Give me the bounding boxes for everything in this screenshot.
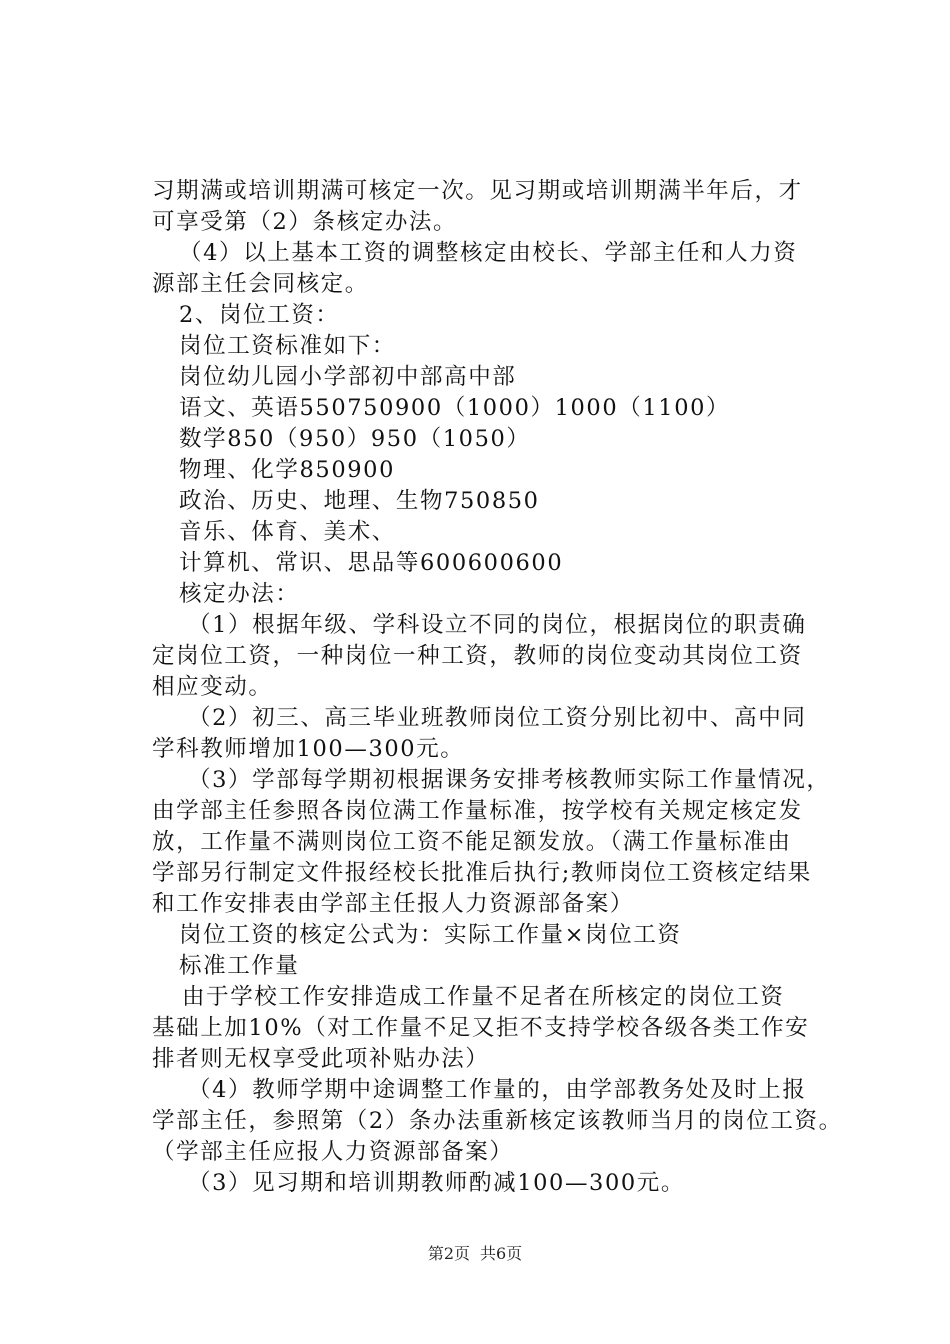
page-number: 第2页 (427, 1244, 470, 1263)
text-line: 学部另行制定文件报经校长批准后执行;教师岗位工资核定结果 (152, 860, 812, 886)
text-line: 岗位工资标准如下： (179, 333, 396, 359)
text-line: 音乐、体育、美术、 (179, 519, 396, 545)
text-line: （4）以上基本工资的调整核定由校长、学部主任和人力资 (179, 240, 798, 266)
document-body (152, 176, 843, 1199)
text-line: 学部主任，参照第（2）条办法重新核定该教师当月的岗位工资。 (152, 1108, 843, 1134)
text-line: （3）学部每学期初根据课务安排考核教师实际工作量情况， (188, 767, 831, 793)
text-line: 基础上加10%（对工作量不足又拒不支持学校各级各类工作安 (152, 1015, 810, 1041)
text-line: 由于学校工作安排造成工作量不足者在所核定的岗位工资 (182, 984, 785, 1010)
text-line: 源部主任会同核定。 (152, 271, 369, 297)
text-line: 计算机、常识、思品等600600600 (179, 550, 564, 576)
text-line: 由学部主任参照各岗位满工作量标准，按学校有关规定核定发 (152, 798, 803, 824)
page-footer (0, 1242, 950, 1266)
text-line: 岗位幼儿园小学部初中部高中部 (179, 364, 517, 390)
text-line: 和工作安排表由学部主任报人力资源部备案） (152, 891, 635, 917)
text-line: 政治、历史、地理、生物750850 (179, 488, 540, 514)
text-line: 可享受第（2）条核定办法。 (152, 209, 458, 235)
text-line: 岗位工资的核定公式为：实际工作量×岗位工资 (179, 922, 682, 948)
text-line: 习期满或培训期满可核定一次。见习期或培训期满半年后，才 (152, 178, 803, 204)
text-line: 放，工作量不满则岗位工资不能足额发放。（满工作量标准由 (152, 829, 792, 855)
text-line: 2、岗位工资： (179, 302, 340, 328)
text-line: 语文、英语550750900（1000）1000（1100） (179, 395, 731, 421)
text-line: （2）初三、高三毕业班教师岗位工资分别比初中、高中同 (188, 705, 807, 731)
text-line: （3）见习期和培训期教师酌减100—300元。 (188, 1170, 686, 1196)
text-line: （学部主任应报人力资源部备案） (152, 1139, 514, 1165)
text-line: 数学850（950）950（1050） (179, 426, 531, 452)
text-line: 定岗位工资，一种岗位一种工资，教师的岗位变动其岗位工资 (152, 643, 803, 669)
page-total: 共6页 (480, 1244, 523, 1263)
text-line: 物理、化学850900 (179, 457, 395, 483)
text-line: （4）教师学期中途调整工作量的，由学部教务处及时上报 (188, 1077, 807, 1103)
text-line: 相应变动。 (152, 674, 273, 700)
text-line: 标准工作量 (179, 953, 300, 979)
text-line: 排者则无权享受此项补贴办法） (152, 1046, 490, 1072)
text-line: 核定办法： (179, 581, 300, 607)
text-line: （1）根据年级、学科设立不同的岗位，根据岗位的职责确 (188, 612, 807, 638)
text-line: 学科教师增加100—300元。 (152, 736, 465, 762)
